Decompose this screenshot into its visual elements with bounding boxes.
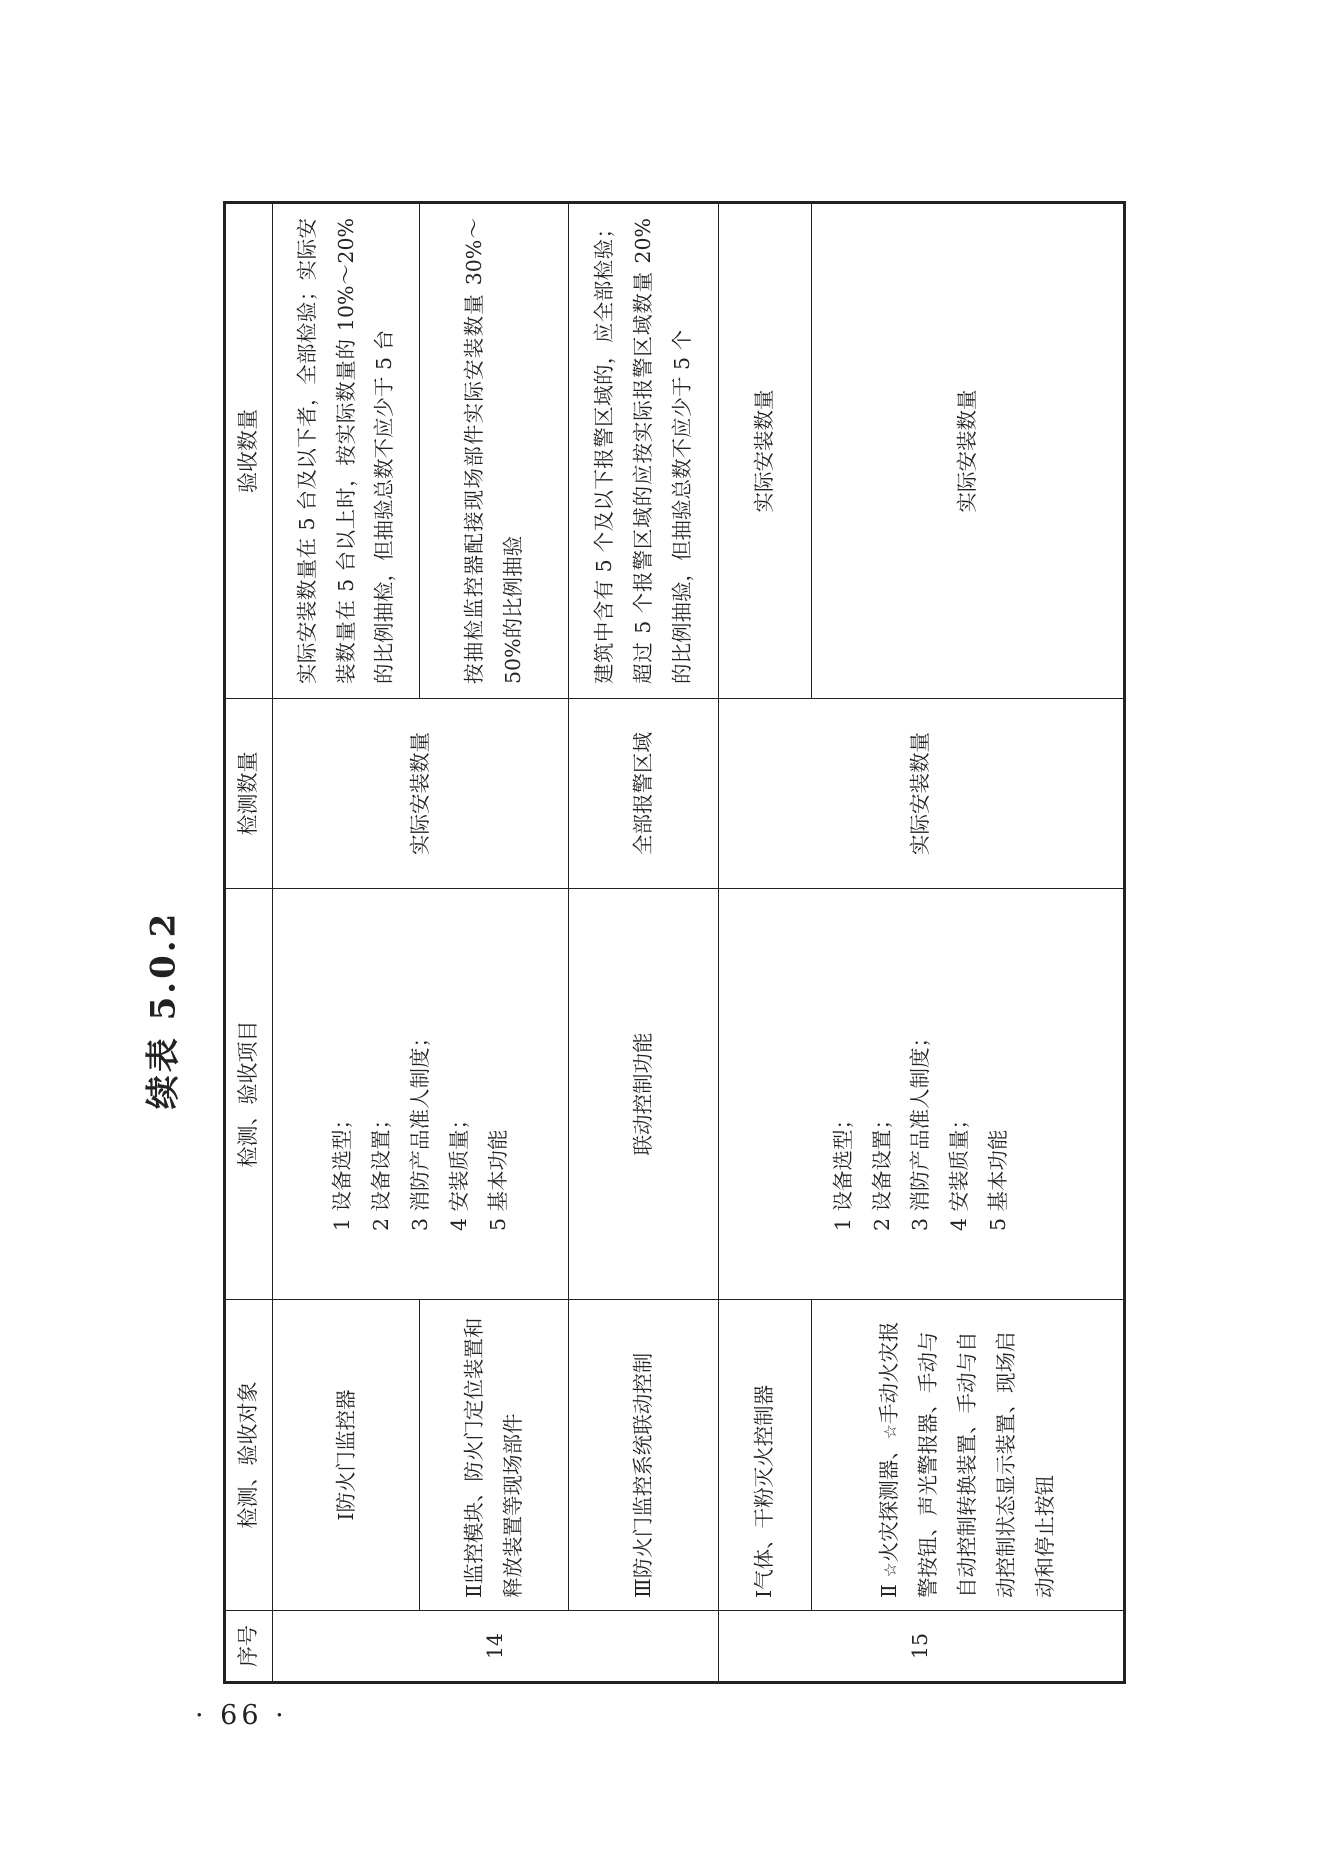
acceptance-count: 实际安装数量 (718, 203, 811, 699)
table-row (569, 203, 718, 1683)
inspection-object: Ⅲ防火门监控系统联动控制 (569, 1300, 718, 1611)
header-count: 检测数量 (225, 699, 273, 889)
acceptance-count: 建筑中含有 5 个及以下报警区域的，应全部检验；超过 5 个报警区域的应按实际报警区域数量 20%的比例抽验，但抽验总数不应少于 5 个 (569, 203, 718, 699)
table-header-row (225, 203, 273, 1683)
item-line: 4 安装质量； (947, 1108, 972, 1231)
item-line: 1 设备选型； (830, 1108, 855, 1231)
table-row (718, 203, 811, 1683)
inspection-count: 实际安装数量 (718, 699, 1124, 889)
star-icon: ☆ (880, 1424, 901, 1440)
row-index: 15 (718, 1611, 1124, 1683)
item-line: 3 消防产品准人制度； (408, 1026, 433, 1231)
item-line: 2 设备设置； (869, 1108, 894, 1231)
header-index: 序号 (225, 1611, 273, 1683)
page-title: 续表 5.0.2 (143, 910, 184, 1110)
inspection-object: Ⅱ监控模块、防火门定位装置和释放装置等现场部件 (420, 1300, 569, 1611)
header-acceptance: 验收数量 (225, 203, 273, 699)
item-line: 5 基本功能 (486, 1129, 511, 1231)
object-part: 火灾探测器、 (876, 1439, 901, 1563)
table-container (223, 204, 1126, 1684)
row-index: 14 (273, 1611, 719, 1683)
object-prefix: Ⅱ (876, 1584, 901, 1598)
star-icon: ☆ (880, 1562, 901, 1578)
inspection-object: Ⅰ气体、干粉灭火控制器 (718, 1300, 811, 1611)
inspection-count: 实际安装数量 (273, 699, 569, 889)
object-part: 手动火灾报警按钮、声光警报器、手动与自动控制转换装置、手动与自动控制状态显示装置、现场启动和停止按钮 (876, 1321, 1057, 1598)
inspection-items: 联动控制功能 (569, 889, 718, 1300)
page-number: · 66 · (195, 1700, 288, 1731)
rotated-table-area (223, 204, 1126, 1684)
inspection-items (273, 889, 569, 1300)
inspection-table (223, 201, 1126, 1684)
inspection-object (811, 1300, 1124, 1611)
header-items: 检测、验收项目 (225, 889, 273, 1300)
item-line: 5 基本功能 (986, 1129, 1011, 1231)
item-line: 1 设备选型； (330, 1108, 355, 1231)
acceptance-count: 实际安装数量 (811, 203, 1124, 699)
table-row (273, 203, 420, 1683)
acceptance-count: 实际安装数量在 5 台及以下者，全部检验；实际安装数量在 5 台以上时，按实际数量的 10%～20%的比例抽检，但抽验总数不应少于 5 台 (273, 203, 420, 699)
inspection-items (718, 889, 1124, 1300)
header-object: 检测、验收对象 (225, 1300, 273, 1611)
item-line: 4 安装质量； (447, 1108, 472, 1231)
inspection-object: Ⅰ防火门监控器 (273, 1300, 420, 1611)
acceptance-count: 按抽检监控器配接现场部件实际安装数量 30%～50%的比例抽验 (420, 203, 569, 699)
item-line: 3 消防产品准人制度； (908, 1026, 933, 1231)
item-line: 2 设备设置； (369, 1108, 394, 1231)
inspection-count: 全部报警区域 (569, 699, 718, 889)
